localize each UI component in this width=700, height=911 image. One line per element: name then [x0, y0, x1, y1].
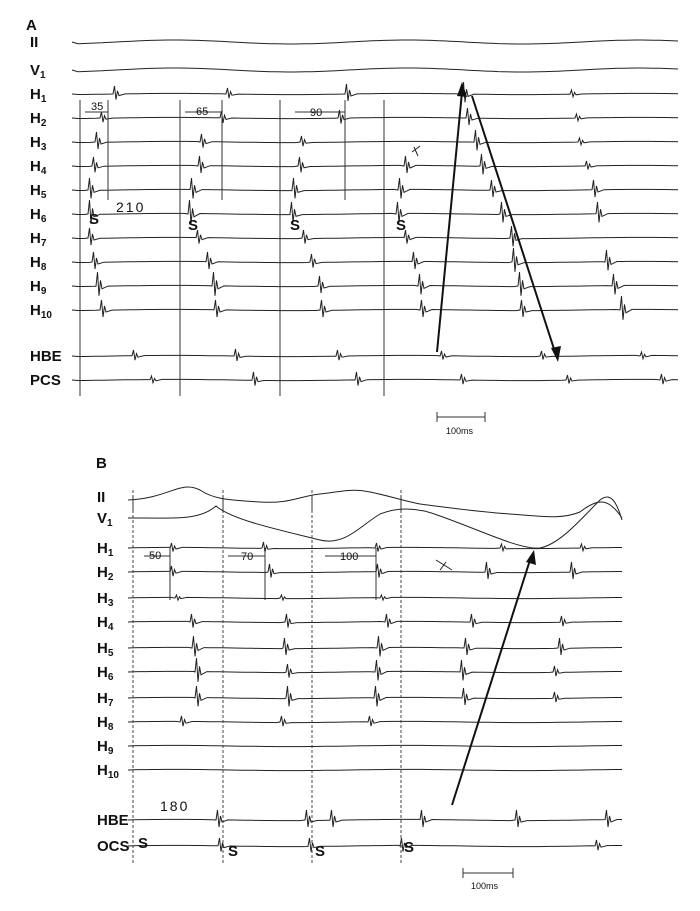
lead-label-a-h6: $H_6$	[30, 206, 47, 225]
trace-a-v1	[72, 68, 678, 72]
stim-mark-b-3: S	[315, 843, 326, 860]
trace-a-h1	[72, 82, 678, 102]
lead-label-a-h3: $H_3$	[30, 134, 47, 153]
lead-label-a-hbe: HBE	[30, 348, 62, 365]
activation-arrows-b	[452, 550, 536, 805]
trace-b-hbe	[128, 810, 622, 827]
trace-b-ocs	[128, 838, 622, 852]
interval-label-a-3: 90	[310, 107, 323, 119]
lead-label-b-h9: $H_9$	[97, 738, 114, 757]
lead-label-a-h8: $H_8$	[30, 254, 47, 273]
interval-annotations-b	[144, 550, 376, 563]
trace-a-h2	[72, 108, 678, 125]
lead-label-b-h1: $H_1$	[97, 540, 114, 559]
lead-label-b-hbe: HBE	[97, 812, 129, 829]
scale-bar-b-label: 100ms	[471, 881, 499, 891]
lead-label-a-h1: $H_1$	[30, 86, 47, 105]
block-marker-a	[412, 146, 420, 156]
panel-a-label: A	[26, 17, 37, 34]
lead-label-b-h4: $H_4$	[97, 614, 114, 633]
stim-mark-b-1: S	[138, 835, 149, 852]
stim-mark-b-4: S	[404, 839, 415, 856]
lead-label-b-h5: $H_5$	[97, 640, 114, 659]
stim-mark-a-4: S	[396, 217, 407, 234]
panel-b	[96, 455, 622, 891]
lead-label-b-h7: $H_7$	[97, 690, 114, 709]
block-marker-b	[436, 560, 452, 570]
trace-b-v1	[128, 497, 622, 548]
trace-a-h6	[72, 200, 678, 224]
trace-a-pcs	[72, 372, 678, 386]
trace-b-h6	[128, 658, 622, 682]
stim-marks-b	[138, 835, 414, 860]
stim-mark-b-2: S	[228, 843, 239, 860]
stim-mark-a-2: S	[188, 217, 199, 234]
cycle-length-a: 210	[116, 199, 146, 215]
interval-label-b-2: 70	[241, 551, 254, 563]
trace-a-h7	[72, 226, 678, 246]
stim-mark-a-1: S	[89, 211, 100, 228]
lead-label-a-h9: $H_9$	[30, 278, 47, 297]
interval-label-b-3: 100	[340, 551, 359, 563]
trace-a-ii	[72, 40, 678, 44]
panel-b-label: B	[96, 455, 107, 472]
lead-label-b-ii: II	[97, 489, 106, 506]
lead-label-b-h2: $H_2$	[97, 564, 114, 583]
lead-label-a-h2: $H_2$	[30, 110, 47, 129]
trace-b-h1	[128, 542, 622, 552]
trace-b-h4	[128, 614, 622, 628]
scale-bar-a	[437, 412, 485, 436]
trace-b-h7	[128, 686, 622, 706]
lead-label-b-v1: $V_1$	[97, 510, 113, 529]
interval-label-b-1: 50	[149, 550, 162, 562]
scale-bar-a-label: 100ms	[446, 426, 474, 436]
lead-label-a-v1: $V_1$	[30, 62, 46, 81]
trace-a-h9	[72, 272, 678, 296]
trace-b-h3	[128, 595, 622, 600]
lead-label-b-h3: $H_3$	[97, 590, 114, 609]
trace-b-h9	[128, 745, 622, 746]
stim-mark-a-3: S	[290, 217, 301, 234]
lead-label-b-ocs: OCS	[97, 838, 130, 855]
trace-a-hbe	[72, 349, 678, 361]
trace-b-h2	[128, 562, 622, 579]
trace-b-h8	[128, 716, 622, 726]
trace-a-h5	[72, 178, 678, 198]
panel-a	[26, 17, 678, 436]
interval-label-a-1: 35	[91, 101, 104, 113]
trace-b-h5	[128, 636, 622, 656]
trace-a-h3	[72, 130, 678, 150]
trace-b-ii	[128, 487, 622, 518]
lead-label-a-h10: $H_{10}$	[30, 302, 52, 321]
trace-b-h10	[128, 769, 622, 770]
lead-label-b-h6: $H_6$	[97, 664, 114, 683]
cycle-length-b: 180	[160, 798, 190, 814]
lead-label-a-ii: II	[30, 34, 39, 51]
lead-label-a-h7: $H_7$	[30, 230, 47, 249]
interval-label-a-2: 65	[196, 106, 209, 118]
activation-arrows-a	[437, 82, 561, 362]
trace-a-h10	[72, 296, 678, 320]
trace-a-h4	[72, 154, 678, 174]
lead-label-b-h8: $H_8$	[97, 714, 114, 733]
trace-a-h8	[72, 248, 678, 272]
interval-annotations-a	[85, 101, 345, 119]
lead-label-a-h4: $H_4$	[30, 158, 47, 177]
scale-bar-b	[463, 868, 513, 891]
lead-label-a-pcs: PCS	[30, 372, 61, 389]
lead-label-a-h5: $H_5$	[30, 182, 47, 201]
lead-label-b-h10: $H_{10}$	[97, 762, 119, 781]
